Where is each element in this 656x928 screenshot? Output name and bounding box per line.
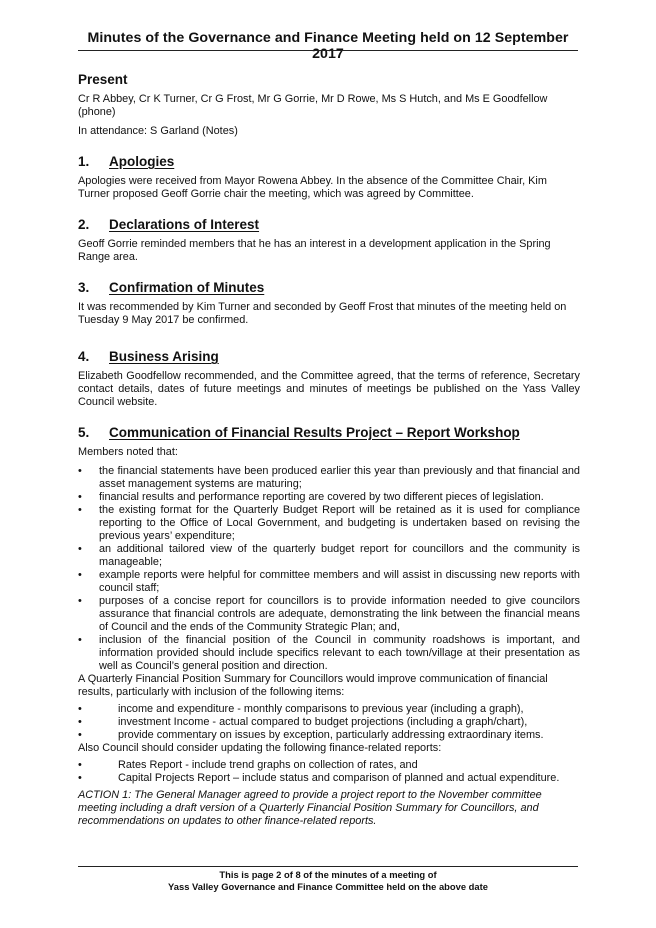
action-item: ACTION 1: The General Manager agreed to provide a project report to the November committee meeting including a draft version of a Quarterly Financial Position Summary for Councillors, and recommendations on updates to other finance-related reports. xyxy=(78,789,542,827)
attendance-text: In attendance: S Garland (Notes) xyxy=(78,125,238,137)
list-item: • Capital Projects Report – include status and comparison of planned and actual expenditure. xyxy=(78,772,580,785)
section-declarations-heading xyxy=(78,217,580,233)
section-title: Declarations of Interest xyxy=(109,217,260,232)
section-financial-results-heading xyxy=(78,425,580,441)
business-arising-text: Elizabeth Goodfellow recommended, and the Committee agreed, that the terms of reference, Secretary contact details, dates of future meetings and minutes of meetings be published on the Yass Valley Council website. xyxy=(78,370,580,408)
list-item: • the financial statements have been produced earlier this year than previously and that financial and asset management systems are maturing; xyxy=(78,465,580,491)
summary-items-list xyxy=(78,703,580,742)
page-header-title: Minutes of the Governance and Finance Meeting held on 12 September 2017 xyxy=(87,30,569,62)
section-title: Communication of Financial Results Project – Report Workshop xyxy=(109,425,520,440)
section-number: 2. xyxy=(78,217,90,232)
footer-line-2: Yass Valley Governance and Finance Committee held on the above date xyxy=(168,881,488,892)
list-item: • income and expenditure - monthly comparisons to previous year (including a graph), xyxy=(78,703,580,716)
declarations-text: Geoff Gorrie reminded members that he has an interest in a development application in the Spring Range area. xyxy=(78,238,551,263)
list-item: • purposes of a concise report for councillors is to provide information needed to give councilors assurance that financial controls are adequate, demonstrating the link between the financial means of Council and the ends of the Community Strategic Plan; and, xyxy=(78,595,580,634)
section-apologies-heading xyxy=(78,154,580,170)
section-business-arising-heading xyxy=(78,349,580,365)
list-item: • Rates Report - include trend graphs on collection of rates, and xyxy=(78,759,580,772)
reports-items-list xyxy=(78,759,580,785)
page-footer xyxy=(78,869,578,893)
section-number: 4. xyxy=(78,349,90,364)
reports-intro: Also Council should consider updating the following finance-related reports: xyxy=(78,742,442,754)
header-divider xyxy=(78,50,578,51)
summary-intro: A Quarterly Financial Position Summary for Councillors would improve communication of financial results, particularly with inclusion of the following items: xyxy=(78,673,548,698)
section-title: Business Arising xyxy=(109,349,219,364)
minutes-content xyxy=(78,72,580,828)
footer-line-1: This is page 2 of 8 of the minutes of a meeting of xyxy=(219,869,437,880)
list-item: • the existing format for the Quarterly Budget Report will be retained as it is used for compliance reporting to the Office of Local Government, and budgeting is undertaken based on revising the previous years’ expenditure; xyxy=(78,504,580,543)
list-item: • financial results and performance reporting are covered by two different pieces of legislation. xyxy=(78,491,580,504)
section-confirmation-heading xyxy=(78,280,580,296)
noted-bullet-list xyxy=(78,465,580,673)
section-number: 3. xyxy=(78,280,90,295)
apologies-text: Apologies were received from Mayor Rowena Abbey. In the absence of the Committee Chair, Kim Turner proposed Geoff Gorrie chair the meeting, which was agreed by Committee. xyxy=(78,175,547,200)
list-item: • an additional tailored view of the quarterly budget report for councillors and the community is manageable; xyxy=(78,543,580,569)
confirmation-text: It was recommended by Kim Turner and seconded by Geoff Frost that minutes of the meeting held on Tuesday 9 May 2017 be confirmed. xyxy=(78,301,567,326)
section-number: 1. xyxy=(78,154,90,169)
section-number: 5. xyxy=(78,425,90,440)
section-title: Apologies xyxy=(109,154,175,169)
list-item: • provide commentary on issues by exception, particularly addressing extraordinary items. xyxy=(78,729,580,742)
list-item: • inclusion of the financial position of the Council in community roadshows is important, and information provided should include specifics relevant to each town/village at their presentation as well as Council’s general position and direction. xyxy=(78,634,580,673)
members-noted-intro: Members noted that: xyxy=(78,446,178,458)
present-heading: Present xyxy=(78,72,128,87)
present-members: Cr R Abbey, Cr K Turner, Cr G Frost, Mr G Gorrie, Mr D Rowe, Ms S Hutch, and Ms E Goodfellow (phone) xyxy=(78,93,548,118)
footer-divider xyxy=(78,866,578,867)
list-item: • investment Income - actual compared to budget projections (including a graph/chart), xyxy=(78,716,580,729)
list-item: • example reports were helpful for committee members and will assist in discussing new reports with council staff; xyxy=(78,569,580,595)
section-title: Confirmation of Minutes xyxy=(109,280,265,295)
